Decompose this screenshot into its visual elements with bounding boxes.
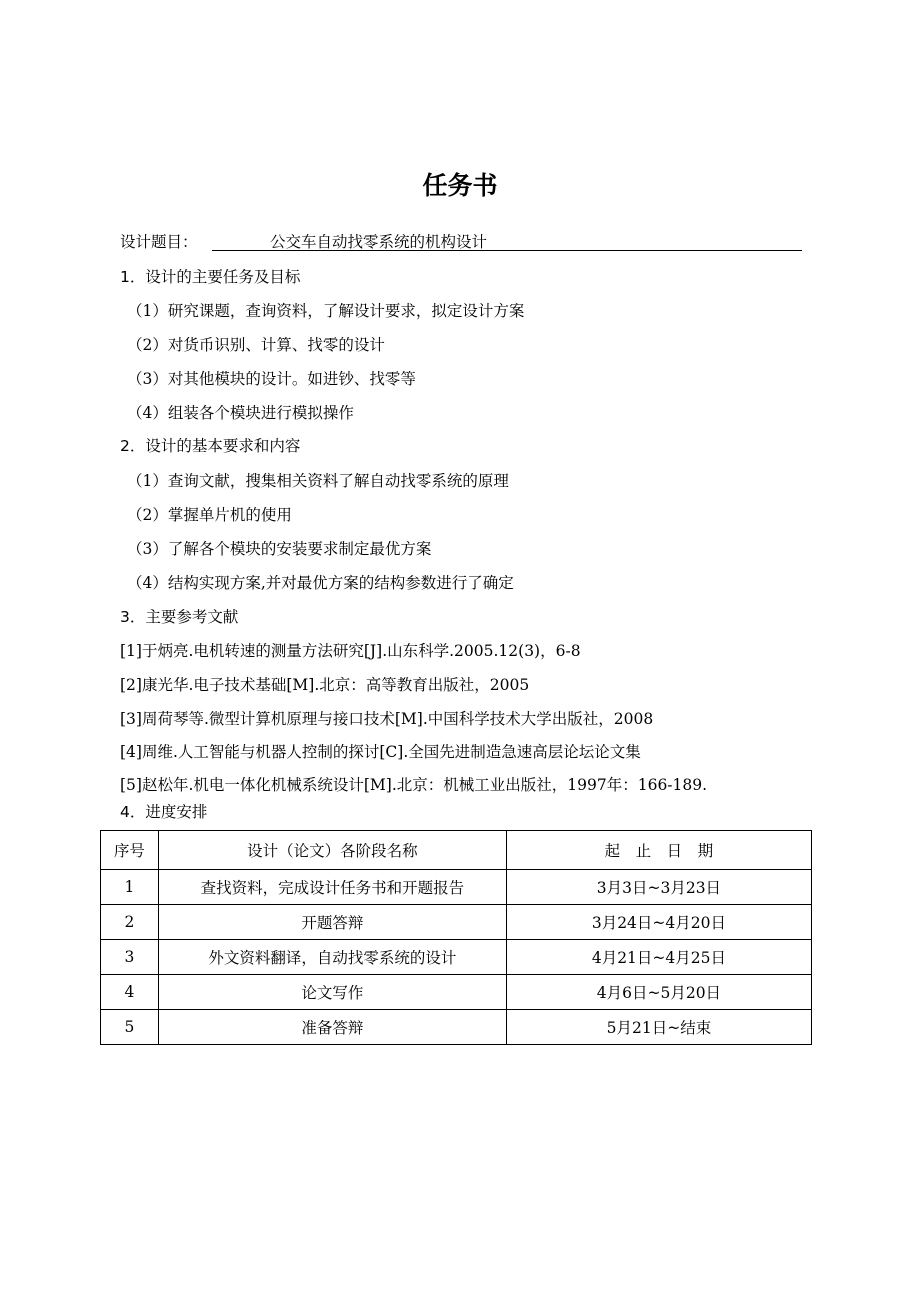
header-index: 序号 xyxy=(101,831,159,870)
reference-item: [5]赵松年.机电一体化机械系统设计[M].北京：机械工业出版社，1997年：166-189. xyxy=(120,776,708,794)
section1-item: （1）研究课题，查询资料，了解设计要求，拟定设计方案 xyxy=(127,302,525,320)
section2-item: （3）了解各个模块的安装要求制定最优方案 xyxy=(127,540,432,558)
section2-item: （4）结构实现方案,并对最优方案的结构参数进行了确定 xyxy=(127,574,514,592)
row-stage: 准备答辩 xyxy=(158,1010,506,1045)
section2-heading: 2．设计的基本要求和内容 xyxy=(120,437,301,455)
table-row xyxy=(101,905,812,940)
row-dates: 3月24日~4月20日 xyxy=(506,905,811,940)
header-stage-name: 设计（论文）各阶段名称 xyxy=(158,831,506,870)
table-row xyxy=(101,1010,812,1045)
section3-heading: 3．主要参考文献 xyxy=(120,608,239,626)
row-stage: 开题答辩 xyxy=(158,905,506,940)
row-dates: 4月21日~4月25日 xyxy=(506,940,811,975)
row-dates: 5月21日~结束 xyxy=(506,1010,811,1045)
header-dates: 起 止 日 期 xyxy=(506,831,811,870)
document-title: 任务书 xyxy=(422,171,498,200)
reference-item: [4]周维.人工智能与机器人控制的探讨[C].全国先进制造急速高层论坛论文集 xyxy=(120,743,641,761)
design-topic-value: 公交车自动找零系统的机构设计 xyxy=(270,233,488,251)
row-dates: 3月3日~3月23日 xyxy=(506,870,811,905)
schedule-table xyxy=(100,830,812,1045)
row-stage: 论文写作 xyxy=(158,975,506,1010)
section1-item: （3）对其他模块的设计。如进钞、找零等 xyxy=(127,370,416,388)
section1-item: （4）组装各个模块进行模拟操作 xyxy=(127,404,354,422)
row-dates: 4月6日~5月20日 xyxy=(506,975,811,1010)
section2-item: （2）掌握单片机的使用 xyxy=(127,506,292,524)
row-stage: 外文资料翻译，自动找零系统的设计 xyxy=(158,940,506,975)
design-topic-label: 设计题目： xyxy=(120,233,198,251)
row-index: 2 xyxy=(101,905,159,940)
section1-item: （2）对货币识别、计算、找零的设计 xyxy=(127,336,385,354)
row-index: 3 xyxy=(101,940,159,975)
row-index: 4 xyxy=(101,975,159,1010)
row-stage: 查找资料，完成设计任务书和开题报告 xyxy=(158,870,506,905)
section2-item: （1）查询文献，搜集相关资料了解自动找零系统的原理 xyxy=(127,472,509,490)
row-index: 1 xyxy=(101,870,159,905)
table-row xyxy=(101,870,812,905)
schedule-header-row xyxy=(101,831,812,870)
reference-item: [1]于炳亮.电机转速的测量方法研究[J].山东科学.2005.12(3)，6-8 xyxy=(120,642,581,660)
table-row xyxy=(101,975,812,1010)
row-index: 5 xyxy=(101,1010,159,1045)
reference-item: [3]周荷琴等.微型计算机原理与接口技术[M].中国科学技术大学出版社，2008 xyxy=(120,710,654,728)
section1-heading: 1．设计的主要任务及目标 xyxy=(120,268,301,286)
section4-heading: 4．进度安排 xyxy=(120,803,208,821)
design-topic-row xyxy=(120,230,802,252)
reference-item: [2]康光华.电子技术基础[M].北京：高等教育出版社，2005 xyxy=(120,676,530,694)
table-row xyxy=(101,940,812,975)
